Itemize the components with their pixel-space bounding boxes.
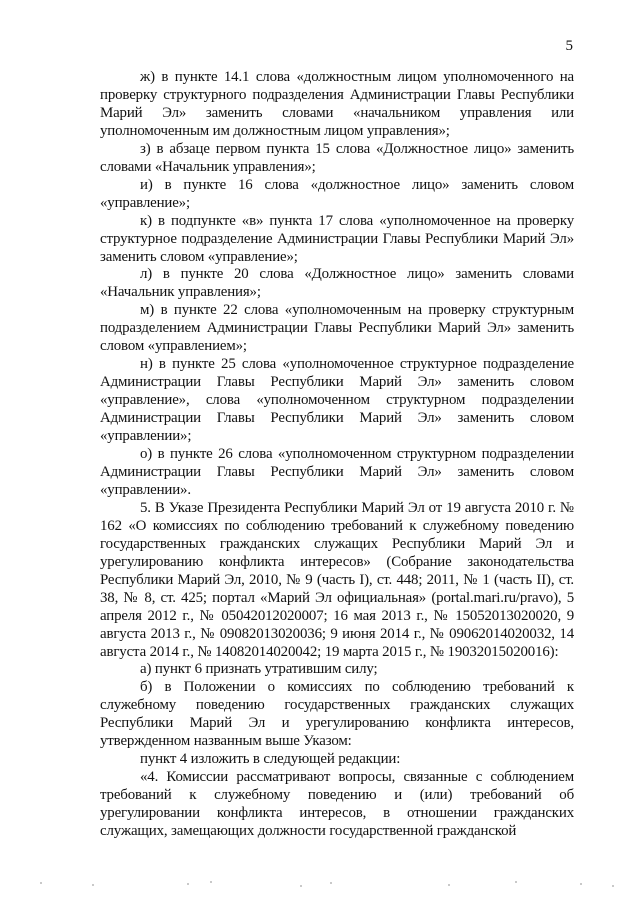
paragraph-a: а) пункт 6 признать утратившим силу;	[140, 661, 378, 678]
paragraph-i: и) в пункте 16 слова «должностное лицо» заменить словом «управление»;	[100, 176, 574, 211]
paragraph-z: з) в абзаце первом пункта 15 слова «Должностное лицо» заменить словами «Начальник управления»;	[100, 140, 574, 175]
paragraph-m: м) в пункте 22 слова «уполномоченным на проверку структурным подразделением Администрации Главы Республики Марий Эл» заменить словом «управлением»;	[100, 302, 574, 355]
paragraph-k: к) в подпункте «в» пункта 17 слова «уполномоченное на проверку структурное подразделение Администрации Главы Республики Марий Эл» заменить словом «управление»;	[100, 212, 574, 265]
paragraph-l: л) в пункте 20 слова «Должностное лицо» заменить словами «Начальник управления»;	[100, 266, 574, 301]
paragraph-point-4-text: «4. Комиссии рассматривают вопросы, связанные с соблюдением требований к служебному поведению и (или) требований об урегулировании конфликта интересов, в отношении гражданских служащих, замещающих должности государственной гражданской	[100, 769, 574, 840]
scan-artifact-dots	[0, 880, 640, 890]
paragraph-zh: ж) в пункте 14.1 слова «должностным лицом уполномоченного на проверку структурного подразделения Администрации Главы Республики Марий Эл» заменить словами «начальником управления или уполномоченным им должностным лицом управления»;	[100, 69, 574, 139]
document-body	[100, 69, 574, 841]
paragraph-b: б) в Положении о комиссиях по соблюдению требований к служебному поведению государственных гражданских служащих Республики Марий Эл и урегулированию конфликта интересов, утвержденном названным выше Указом:	[100, 679, 574, 750]
paragraph-point-4-intro: пункт 4 изложить в следующей редакции:	[140, 751, 401, 768]
paragraph-item-5: 5. В Указе Президента Республики Марий Эл от 19 августа 2010 г. № 162 «О комиссиях по соблюдению требований к служебному поведению государственных гражданских служащих Республики Марий Эл и урегулированию конфликта интересов» (Собрание законодательства Республики Марий Эл, 2010, № 9 (часть I), ст. 448; 2011, № 1 (часть II), ст. 38, № 8, ст. 425; портал «Марий Эл официальная» (portal.mari.ru/pravo), 5 апреля 2012 г., № 05042012020007; 16 мая 2013 г., № 15052013020020, 9 августа 2013 г., № 09082013020036; 9 июня 2014 г., № 09062014020032, 14 августа 2014 г., № 14082014020042; 19 марта 2015 г., № 19032015020016):	[100, 499, 574, 660]
page-number: 5	[565, 38, 573, 54]
paragraph-n: н) в пункте 25 слова «уполномоченное структурное подразделение Администрации Главы Республики Марий Эл» заменить словом «управление», слова «уполномоченном структурном подразделении Администрации Главы Республики Марий Эл» заменить словом «управлении»;	[100, 356, 574, 445]
paragraph-o: о) в пункте 26 слова «уполномоченном структурном подразделении Администрации Главы Республики Марий Эл» заменить словом «управлении».	[100, 446, 574, 498]
